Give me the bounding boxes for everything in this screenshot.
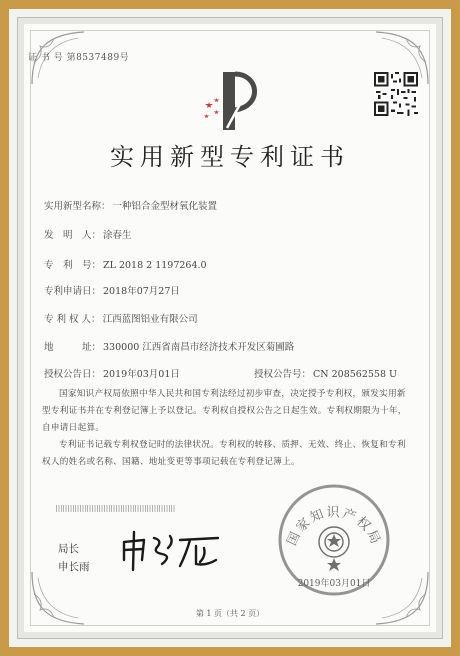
field-label: 专利申请日： <box>44 286 102 297</box>
national-emblem-icon <box>319 527 349 557</box>
qr-code-icon <box>374 72 418 116</box>
security-dot-strip <box>56 505 176 512</box>
field-value: 涂春生 <box>103 230 132 241</box>
field-label: 发 明 人： <box>44 230 102 241</box>
field-value: 江西蓝图铝业有限公司 <box>102 314 198 325</box>
field-label: 专 利 权 人： <box>44 314 101 325</box>
certificate-title: 实用新型专利证书 <box>110 143 350 171</box>
legal-status-paragraph: 专利证书记载专利权登记时的法律状况。专利权的转移、质押、无效、终止、恢复和专利权人的姓名或名称、国籍、地址变更等事项记载在专利登记簿上。 <box>42 440 406 467</box>
page-number: 第 1 页（共 2 页） <box>195 609 265 618</box>
field-application-date <box>44 283 180 297</box>
patent-office-emblem-icon <box>197 68 267 132</box>
official-seal <box>276 482 392 598</box>
field-value: CN 208562558 U <box>313 369 398 380</box>
field-label: 授权公告号： <box>254 369 312 380</box>
field-value: 一种铝合金型材氧化装置 <box>112 201 218 212</box>
field-label: 地 址： <box>44 342 102 353</box>
field-patent-number <box>44 257 207 271</box>
field-value: 2018年07月27日 <box>103 286 180 297</box>
field-label: 授权公告日： <box>44 369 102 380</box>
field-value: ZL 2018 2 1197264.0 <box>103 260 207 271</box>
field-utility-model-name <box>44 198 217 212</box>
field-inventor <box>44 227 132 241</box>
field-address <box>44 339 294 353</box>
field-grant-number <box>254 366 397 380</box>
director-title: 局长 <box>58 543 79 555</box>
corner-ornament-bottom-left <box>28 568 98 628</box>
seal-text: 国家知识产权局 <box>284 505 384 549</box>
seal-date: 2019年03月01日 <box>297 579 371 589</box>
field-label: 专 利 号： <box>44 260 102 271</box>
field-label: 实用新型名称： <box>44 201 111 212</box>
field-value: 330000 江西省南昌市经济技术开发区菊圃路 <box>103 342 295 353</box>
field-value: 2019年03月01日 <box>103 369 180 380</box>
field-patentee <box>44 311 198 325</box>
field-grant-date <box>44 366 180 380</box>
director-name: 申长雨 <box>58 561 90 573</box>
grant-statement-paragraph: 国家知识产权局依照中华人民共和国专利法经过初步审查，决定授予专利权，颁发实用新型专利证书并在专利登记簿上予以登记。专利权自授权公告之日起生效。专利权期限为十年，自申请日起算。 <box>42 389 407 433</box>
certificate-number: 证 书 号 第8537489号 <box>28 53 130 63</box>
director-signature <box>118 526 228 576</box>
